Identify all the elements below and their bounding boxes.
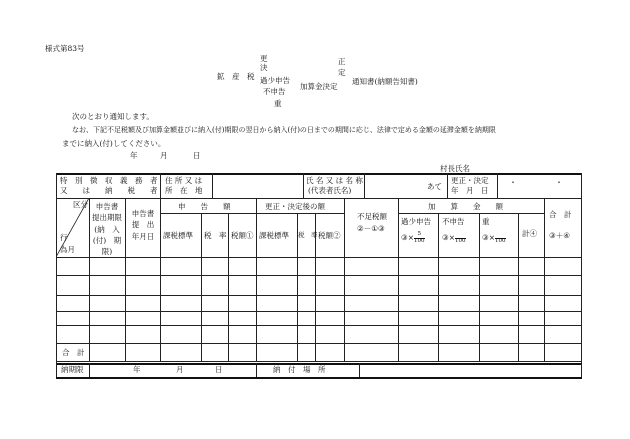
jusho-label: 住 所 又 は	[165, 176, 203, 185]
kosei-date-ymd: 年 月 日	[451, 186, 489, 195]
teishutsu-line-3: 年月日	[131, 231, 155, 241]
kubun-label: 区分	[73, 200, 88, 209]
kasan-kingaku-header: 加 算 金 額	[428, 202, 503, 211]
shimei-label: 氏 名 又 は 名 称	[306, 176, 363, 185]
title-kind-kasho: 過少申告	[260, 76, 290, 85]
kasho-header: 過少申告	[401, 217, 431, 226]
shinkokusho-line-1: 申告書	[95, 202, 119, 211]
intro-line-3: までに納入(付)してください。	[62, 139, 166, 148]
ju-formula	[482, 232, 506, 244]
goukei-header: 合 計	[549, 210, 572, 219]
title-kind-kosei: 更	[260, 54, 268, 63]
kasho-formula	[401, 232, 425, 244]
title-kind-fushinkoku: 不申告	[263, 87, 286, 96]
fushinkoku-formula	[442, 232, 466, 244]
fusoku-zeigaku-header: 不足税額	[357, 212, 387, 221]
kasho-circ3: ③×	[401, 233, 415, 242]
kasho-den: 100	[414, 237, 425, 244]
kosei-date-label: 更正・決定	[451, 176, 489, 185]
title-kasanzei: 加算金決定	[300, 82, 338, 91]
zeiritsu-1: 税 率	[204, 231, 227, 240]
teishutsu-line-1: 申告書	[131, 209, 155, 218]
shinkokusho-line-3: (納 入	[94, 224, 120, 234]
zeigaku-2: 税額②	[318, 231, 341, 240]
shinkokusho-kigen-header	[90, 201, 124, 257]
nouki-day: 日	[215, 365, 223, 374]
kosei-go-header: 更正・決定後の額	[265, 202, 325, 211]
title-right-sei: 正	[338, 57, 346, 66]
ju-circ3: ③×	[482, 233, 496, 242]
kou-label: 行	[60, 233, 68, 242]
date-dot-2: ・	[555, 178, 563, 187]
zeiritsu-2: 税 率	[298, 231, 318, 239]
form-number: 様式第83号	[45, 44, 85, 53]
ate-label: あて	[427, 182, 442, 191]
shinkokusho-line-5: 限)	[101, 247, 113, 256]
teishutsu-date-header	[126, 208, 160, 242]
kazei-hyojun-1: 課税標準	[163, 231, 193, 240]
daihyo-label: (代表者氏名)	[308, 186, 352, 195]
nofu-basho-label: 納 付 場 所	[273, 365, 326, 374]
intro-line-2: なお、下記不足税額及び加算金額並びに納入(付)期限の翌日から納入(付)の日までの期間に応じ、法律で定める金額の延滞金額を納期限	[72, 126, 496, 134]
kasho-num: 5	[414, 232, 425, 239]
total-row-label: 合 計	[62, 348, 85, 357]
issuer-name: 村長氏名	[440, 164, 470, 173]
nouki-label: 納期限	[61, 365, 84, 374]
date-month: 月	[160, 151, 168, 160]
shinkoku-gaku-header: 申 告 額	[178, 202, 231, 211]
kei4-header: 計④	[522, 229, 537, 238]
date-year: 年	[130, 151, 138, 160]
intro-line-1: 次のとおり通知します。	[72, 112, 154, 121]
date-day: 日	[193, 151, 201, 160]
shozaichi-label: 所 在 地	[165, 186, 203, 195]
shinkokusho-line-4: (付) 期	[92, 235, 122, 245]
ju-den: 100	[495, 237, 506, 244]
fusoku-formula: ②－①③	[357, 224, 385, 233]
tokubetsu-label: 特 別 徴 収 義 務 者	[60, 176, 158, 185]
title-right-tei: 定	[338, 68, 346, 77]
nouki-month: 月	[176, 365, 184, 374]
ju-header: 重	[482, 217, 490, 226]
nendo-label: 為月	[60, 245, 75, 254]
title-notice: 通知書(納額告知書)	[352, 77, 418, 86]
title-kind-kettei: 決	[260, 63, 268, 72]
shinkokusho-line-2: 提出期限	[92, 213, 122, 223]
fushinkoku-den: 100	[455, 237, 466, 244]
title-item: 鉱 産 税	[217, 72, 255, 81]
nouki-year: 年	[133, 365, 141, 374]
nozeisha-label: 又 は 納 税 者	[60, 186, 158, 195]
zeigaku-1: 税額①	[231, 231, 254, 240]
teishutsu-line-2: 提 出	[131, 220, 155, 230]
date-dot-1: ・	[509, 178, 517, 187]
fushinkoku-circ3: ③×	[442, 233, 456, 242]
title-kind-ju: 重	[274, 99, 282, 108]
fushinkoku-header: 不申告	[442, 217, 465, 226]
goukei-formula: ③＋④	[549, 231, 570, 240]
kazei-hyojun-2: 課税標準	[259, 231, 289, 240]
